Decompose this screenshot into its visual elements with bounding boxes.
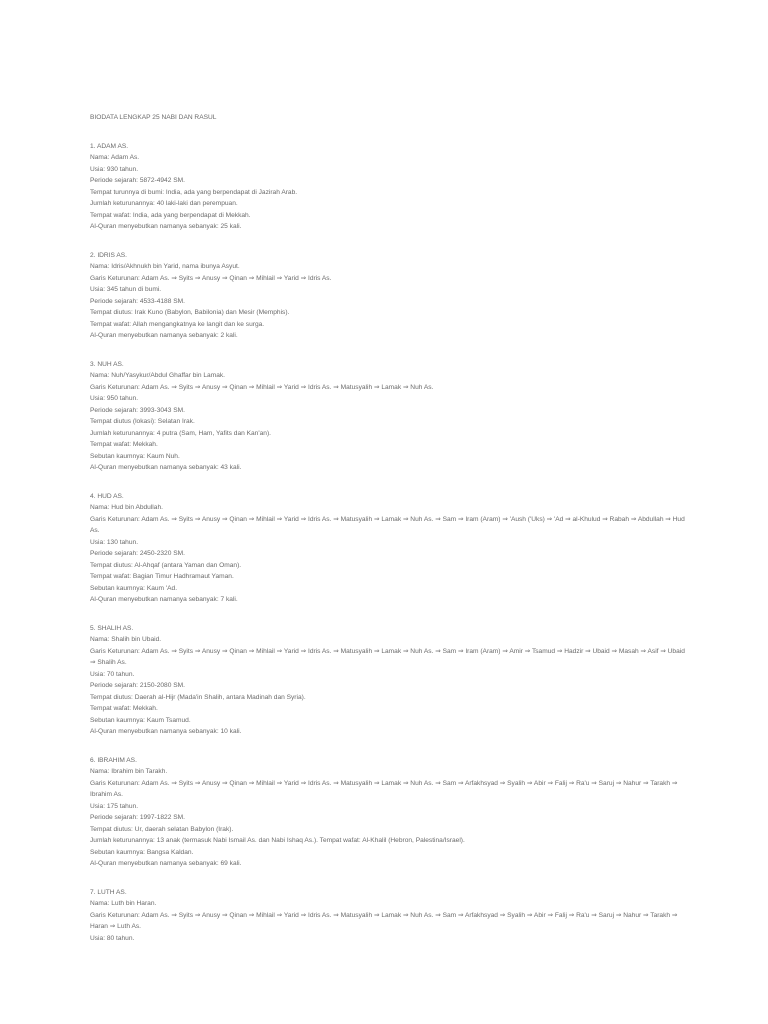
section-line: Sebutan kaumnya: Kaum Nuh. [90,452,180,460]
section-line: Periode sejarah: 1997-1822 SM. [90,814,185,821]
section-line: Sebutan kaumnya: Kaum Tsamud. [90,716,191,724]
prophet-section [90,755,690,870]
document-body [90,112,690,961]
section-line: Garis Keturunan: Adam As. ⇒ Syits ⇒ Anusy ⇒ Qinan ⇒ Mihlail ⇒ Yarid ⇒ Idris As. ⇒ Matusyalih ⇒ Lamak ⇒ Nuh As. [90,383,434,391]
section-line: Nama: Idris/Akhnukh bin Yarid, nama ibunya Asyut. [90,263,240,270]
section-line: Usia: 130 tahun. [90,538,139,546]
section-line: Periode sejarah: 2450-2320 SM. [90,550,185,557]
section-line: Usia: 80 tahun. [90,934,135,942]
section-line: Jumlah keturunannya: 40 laki-laki dan perempuan. [90,200,238,207]
section-line: Usia: 930 tahun. [90,165,139,173]
prophet-section [90,491,690,606]
section-line: Garis Keturunan: Adam As. ⇒ Syits ⇒ Anusy ⇒ Qinan ⇒ Mihlail ⇒ Yarid ⇒ Idris As. ⇒ Matusyalih ⇒ Lamak ⇒ Nuh As. ⇒ Sam ⇒ Arfakhsyad ⇒ Syalih ⇒ Abir ⇒ Falij ⇒ Ra'u ⇒ Saruj ⇒ Nahur ⇒ Tarakh ⇒ Haran ⇒ Luth As. [90,911,678,930]
section-line: Al-Quran menyebutkan namanya sebanyak: 25 kali. [90,223,242,230]
section-heading: 1. ADAM AS. [90,142,129,150]
section-line: Garis Keturunan: Adam As. ⇒ Syits ⇒ Anusy ⇒ Qinan ⇒ Mihlail ⇒ Yarid ⇒ Idris As. ⇒ Matusyalih ⇒ Lamak ⇒ Nuh As. ⇒ Sam ⇒ Arfakhsyad ⇒ Syalih ⇒ Abir ⇒ Falij ⇒ Ra'u ⇒ Saruj ⇒ Nahur ⇒ Tarakh ⇒ Ibrahim As. [90,779,678,798]
section-line: Periode sejarah: 5872-4942 SM. [90,177,185,184]
section-line: Usia: 345 tahun di bumi. [90,286,162,293]
section-line: Nama: Nuh/Yasykur/Abdul Ghaffar bin Lamak. [90,372,225,379]
section-line: Periode sejarah: 3993-3043 SM. [90,406,185,414]
section-heading: 6. IBRAHIM AS. [90,756,137,764]
section-line: Nama: Shalih bin Ubaid. [90,636,162,643]
section-line: Garis Keturunan: Adam As. ⇒ Syits ⇒ Anusy ⇒ Qinan ⇒ Mihlail ⇒ Yarid ⇒ Idris As. ⇒ Matusyalih ⇒ Lamak ⇒ Nuh As. ⇒ Sam ⇒ Iram (Aram) ⇒ 'Aush ('Uks) ⇒ 'Ad ⇒ al-Khulud ⇒ Rabah ⇒ Abdullah ⇒ Hud As. [90,515,685,534]
section-line: Jumlah keturunannya: 4 putra (Sam, Ham, Yafits dan Kan'an). [90,429,271,437]
prophet-section [90,359,690,474]
section-line: Tempat wafat: Bagian Timur Hadhramaut Yaman. [90,573,234,580]
section-line: Garis Keturunan: Adam As. ⇒ Syits ⇒ Anusy ⇒ Qinan ⇒ Mihlail ⇒ Yarid ⇒ Idris As. ⇒ Matusyalih ⇒ Lamak ⇒ Nuh As. ⇒ Sam ⇒ Iram (Aram) ⇒ Amir ⇒ Tsamud ⇒ Hadzir ⇒ Ubaid ⇒ Masah ⇒ Asif ⇒ Ubaid ⇒ Shalih As. [90,647,685,666]
section-line: Usia: 70 tahun. [90,670,135,678]
section-line: Tempat wafat: Mekkah. [90,705,158,712]
section-line: Jumlah keturunannya: 13 anak (termasuk Nabi Ismail As. dan Nabi Ishaq As.). Tempat wafat: Al-Khalil (Hebron, Palestina/Israel). [90,837,465,844]
section-line: Al-Quran menyebutkan namanya sebanyak: 7 kali. [90,596,238,603]
section-line: Tempat diutus: Irak Kuno (Babylon, Babilonia) dan Mesir (Memphis). [90,309,290,316]
section-line: Nama: Adam As. [90,154,140,161]
prophet-section [90,887,690,945]
section-line: Al-Quran menyebutkan namanya sebanyak: 10 kali. [90,728,242,735]
prophet-section [90,250,690,342]
section-line: Usia: 950 tahun. [90,395,139,402]
section-heading: 4. HUD AS. [90,492,124,500]
section-line: Tempat wafat: Allah mengangkatnya ke langit dan ke surga. [90,320,265,328]
section-line: Tempat diutus (lokasi): Selatan Irak. [90,418,195,425]
section-line: Sebutan kaumnya: Bangsa Kaldan. [90,848,194,856]
prophet-section [90,141,690,233]
section-line: Tempat wafat: Mekkah. [90,441,158,448]
section-line: Tempat turunnya di bumi: India, ada yang berpendapat di Jazirah Arab. [90,188,298,196]
section-heading: 2. IDRIS AS. [90,251,128,259]
section-line: Usia: 175 tahun. [90,802,139,810]
section-line: Sebutan kaumnya: Kaum 'Ad. [90,584,178,592]
section-line: Periode sejarah: 2150-2080 SM. [90,682,185,689]
section-line: Nama: Ibrahim bin Tarakh. [90,768,168,775]
prophet-section [90,623,690,738]
section-line: Nama: Luth bin Haran. [90,900,157,907]
document-title: BIODATA LENGKAP 25 NABI DAN RASUL [90,114,217,121]
section-line: Periode sejarah: 4533-4188 SM. [90,297,185,305]
section-line: Tempat diutus: Daerah al-Hijr (Mada'in Shalih, antara Madinah dan Syria). [90,693,306,701]
section-line: Tempat diutus: Al-Ahqaf (antara Yaman dan Oman). [90,561,242,569]
section-line: Tempat diutus: Ur, daerah selatan Babylon (Irak). [90,825,234,833]
section-line: Garis Keturunan: Adam As. ⇒ Syits ⇒ Anusy ⇒ Qinan ⇒ Mihlail ⇒ Yarid ⇒ Idris As. [90,274,332,282]
section-line: Al-Quran menyebutkan namanya sebanyak: 43 kali. [90,464,242,471]
section-heading: 3. NUH AS. [90,360,124,368]
section-line: Al-Quran menyebutkan namanya sebanyak: 69 kali. [90,860,242,867]
sections-container [90,141,690,945]
section-line: Al-Quran menyebutkan namanya sebanyak: 2 kali. [90,332,238,339]
section-line: Tempat wafat: India, ada yang berpendapat di Mekkah. [90,211,251,219]
section-heading: 7. LUTH AS. [90,888,127,896]
section-line: Nama: Hud bin Abdullah. [90,504,163,511]
section-heading: 5. SHALIH AS. [90,624,134,632]
